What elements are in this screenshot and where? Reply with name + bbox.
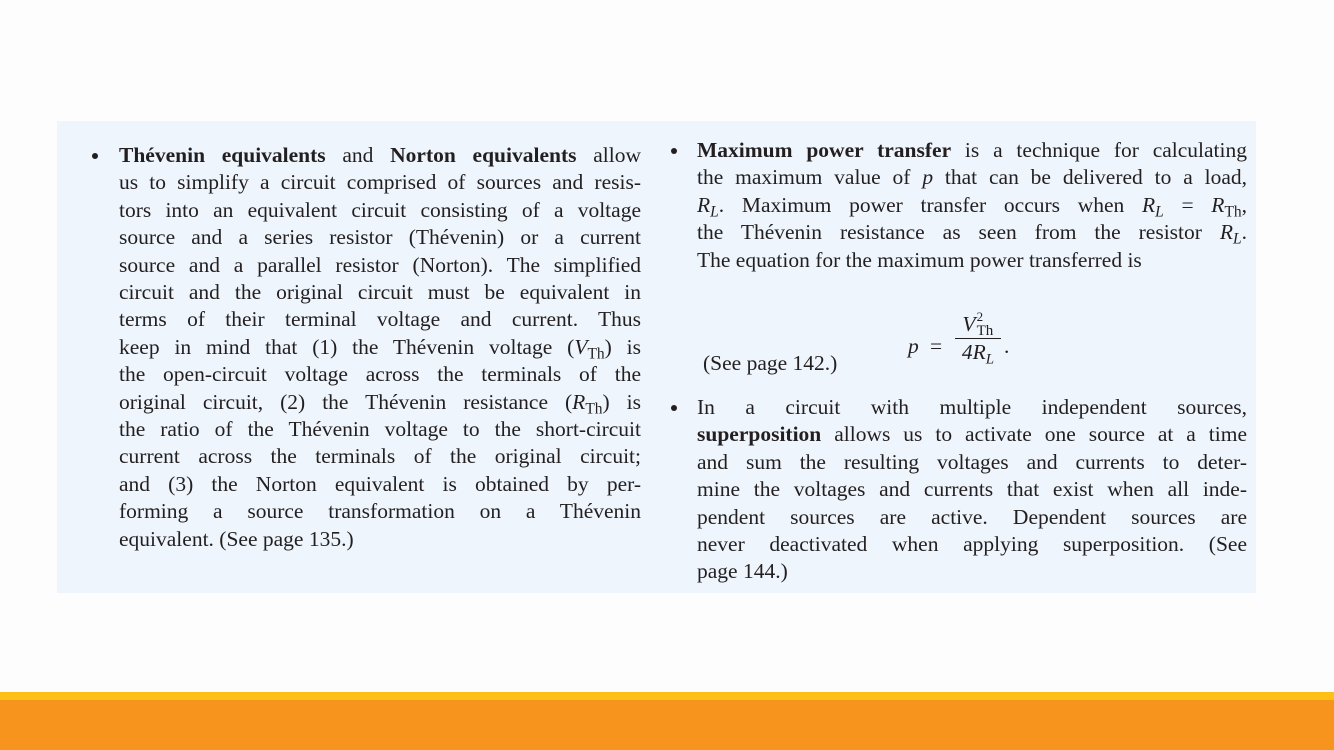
text-line xyxy=(119,334,641,361)
text: = xyxy=(1163,192,1212,217)
term-thevenin-equivalents: Thévenin equivalents xyxy=(119,143,326,167)
subscript: Th xyxy=(976,323,994,339)
subscript: Th xyxy=(1224,203,1242,221)
numerator xyxy=(955,309,1001,339)
accent-bar-yellow xyxy=(0,692,1334,700)
subscript: Th xyxy=(585,400,603,418)
text-line: us to simplify a circuit comprised of sources and resis- xyxy=(119,170,641,195)
text-line xyxy=(119,142,641,169)
text-line: In a circuit with multiple independent sources, xyxy=(697,395,1247,419)
text-line: The equation for the maximum power transferred is xyxy=(697,247,1142,272)
period: . xyxy=(1004,334,1010,358)
subscript: L xyxy=(710,203,719,221)
text: that can be delivered to a load, xyxy=(933,165,1247,190)
text-line xyxy=(697,164,1247,191)
superscript: 2 xyxy=(976,309,984,324)
text-line: the open-circuit voltage across the terminals of the xyxy=(119,362,641,387)
term-superposition: superposition xyxy=(697,422,822,447)
text-line: pendent sources are active. Dependent sources are xyxy=(697,504,1247,529)
bullet-dot-1 xyxy=(92,153,98,159)
text: the Thévenin resistance as seen from the resistor xyxy=(697,220,1220,245)
text-line: never deactivated when applying superposition. (See xyxy=(697,532,1247,557)
symbol-r: R xyxy=(1219,220,1234,245)
text-line xyxy=(697,192,1247,219)
text: . xyxy=(1241,220,1247,245)
equals-sign: = xyxy=(930,334,943,358)
page-reference: (See page 142.) xyxy=(703,351,838,375)
text-line xyxy=(697,137,1247,164)
super-sub-stack xyxy=(976,309,994,339)
subscript: L xyxy=(985,351,995,368)
text: . Maximum power transfer occurs when xyxy=(718,192,1142,217)
text-line: equivalent. (See page 135.) xyxy=(119,526,354,551)
denominator xyxy=(955,339,1001,368)
text: the maximum value of xyxy=(697,165,923,190)
text: is a technique for calculating xyxy=(951,138,1248,162)
symbol-r: R xyxy=(1142,192,1156,217)
text-line xyxy=(119,389,641,416)
text-line: the ratio of the Thévenin voltage to the short-circuit xyxy=(119,417,641,442)
text-line: circuit and the original circuit must be equivalent in xyxy=(119,280,641,305)
text-line: and (3) the Norton equivalent is obtained by per- xyxy=(119,471,641,496)
text-line: source and a parallel resistor (Norton). The simplified xyxy=(119,252,641,277)
subscript: Th xyxy=(587,345,605,363)
text-line: current across the terminals of the original circuit; xyxy=(119,444,641,469)
term-max-power-transfer: Maximum power transfer xyxy=(697,138,952,162)
symbol-r: R xyxy=(697,192,711,217)
superposition-paragraph xyxy=(697,394,1247,586)
text-line: mine the voltages and currents that exist when all inde- xyxy=(697,477,1247,502)
symbol-r: R xyxy=(572,389,586,414)
text: ) is xyxy=(602,389,641,414)
bullet-dot-3 xyxy=(671,405,677,411)
text-line: source and a series resistor (Thévenin) or a current xyxy=(119,225,641,250)
text: V xyxy=(962,312,976,336)
text-line: page 144.) xyxy=(697,559,788,584)
text-line: forming a source transformation on a Thévenin xyxy=(119,499,641,524)
subscript: L xyxy=(1233,230,1242,248)
text-line: tors into an equivalent circuit consisting of a voltage xyxy=(119,197,641,222)
lhs-p: p xyxy=(908,334,919,358)
text: allows us to activate one source at a time xyxy=(821,422,1247,447)
text-line: and sum the resulting voltages and currents to deter- xyxy=(697,449,1247,474)
thevenin-norton-paragraph xyxy=(119,142,641,553)
text: keep in mind that (1) the Thévenin voltage ( xyxy=(119,334,575,359)
text: 4R xyxy=(961,340,986,364)
text-line xyxy=(697,421,1247,448)
term-norton-equivalents: Norton equivalents xyxy=(390,143,577,167)
symbol-v: V xyxy=(574,334,588,359)
text: ) is xyxy=(604,334,642,359)
accent-bar-orange xyxy=(0,700,1334,750)
bullet-dot-2 xyxy=(671,148,677,154)
text: and xyxy=(325,143,391,167)
max-power-paragraph xyxy=(697,137,1247,274)
text: , xyxy=(1241,192,1247,217)
text-line: terms of their terminal voltage and current. Thus xyxy=(119,307,641,332)
text: original circuit, (2) the Thévenin resistance ( xyxy=(119,389,573,414)
symbol-p: p xyxy=(922,165,934,190)
text-line xyxy=(697,219,1247,246)
max-power-equation xyxy=(703,310,1223,382)
text: allow xyxy=(576,143,641,167)
fraction xyxy=(955,309,1001,368)
symbol-r: R xyxy=(1211,192,1225,217)
subscript: L xyxy=(1155,203,1164,221)
